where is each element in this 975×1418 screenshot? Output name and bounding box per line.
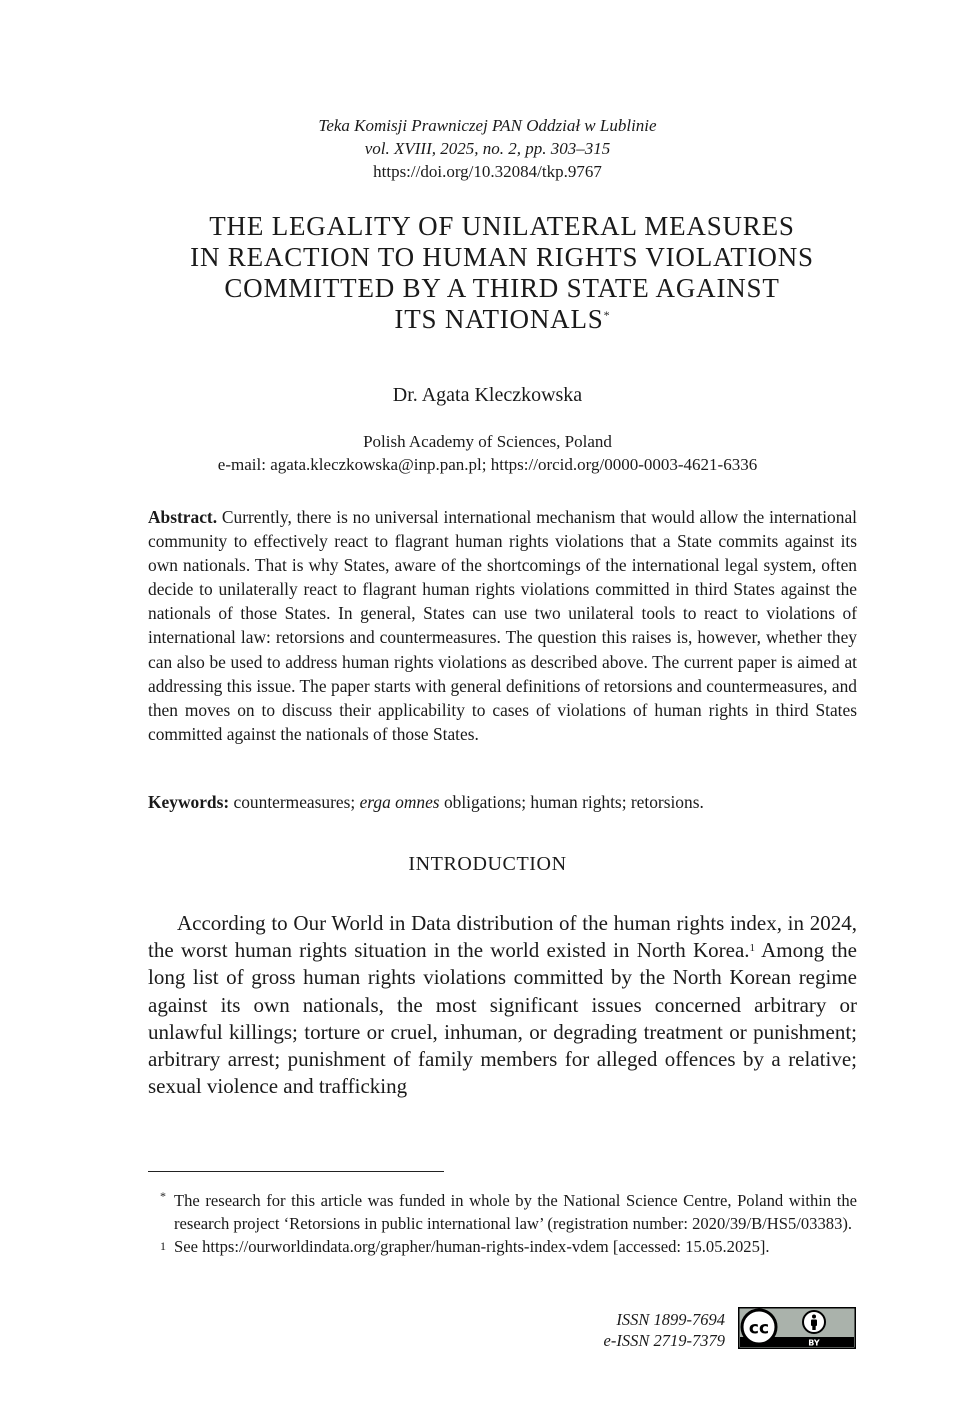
author-contact[interactable]: e-mail: agata.kleczkowska@inp.pan.pl; https://orcid.org/0000-0003-4621-6336 <box>217 455 758 474</box>
keywords-before: countermeasures; <box>233 792 356 812</box>
footnote-ref[interactable]: 1 <box>749 942 756 955</box>
footnote-mark: 1 <box>160 1239 166 1254</box>
cc-label: cc <box>748 1318 770 1339</box>
keywords-label: Keywords: <box>148 792 230 812</box>
footnote-item <box>148 1189 857 1235</box>
issn-online: e-ISSN 2719-7379 <box>603 1331 725 1350</box>
body-paragraph <box>148 910 857 1100</box>
paragraph-start: According to Our World in Data distribution of the human rights index, in 2024, the worst human rights situation in the world existed in North Korea. <box>148 911 857 963</box>
journal-doi-link[interactable]: https://doi.org/10.32084/tkp.9767 <box>373 162 602 181</box>
author-affiliation: Polish Academy of Sciences, Poland <box>363 432 612 451</box>
journal-header <box>0 114 975 183</box>
title-line-last <box>100 304 904 335</box>
footnotes <box>148 1189 857 1259</box>
cc-by-license-icon[interactable] <box>738 1307 856 1349</box>
author-name: Dr. Agata Kleczkowska <box>392 384 583 406</box>
abstract-text: Currently, there is no universal international mechanism that would allow the international community to effectively react to flagrant human rights violations that a State commits against its own nationals. That is why States, aware of the shortcomings of the international legal system, often decide to unilaterally react to flagrant human rights violations committed in third States against the nationals of those States. In general, States can use two unilateral tools to react to violations of international law: retorsions and countermeasures. The question this raises is, however, whether they can also be used to address human rights violations as described above. The current paper is aimed at addressing this issue. The paper starts with general definitions of retorsions and countermeasures, and then moves on to discuss their applicability to cases of violations of human rights in third States committed against the nationals of those States. <box>148 507 857 744</box>
issn-block <box>560 1309 725 1351</box>
paragraph-end: Among the long list of gross human rights violations committed by the North Korean regime against its own nationals, the most significant issues concerned arbitrary or unlawful killings; torture or cruel, inhuman, or degrading treatment or punishment; arbitrary arrest; punishment of family members for alleged offences by a relative; sexual violence and trafficking <box>148 938 857 1099</box>
article-title <box>100 211 904 335</box>
title-line: COMMITTED BY A THIRD STATE AGAINST <box>224 273 780 303</box>
keywords-italic: erga omnes <box>359 792 440 812</box>
author-affiliation-block <box>0 430 975 476</box>
journal-volume: vol. XVIII, 2025, no. 2, pp. 303–315 <box>364 139 611 158</box>
issn-print: ISSN 1899-7694 <box>616 1310 725 1329</box>
footnote-item <box>148 1235 857 1258</box>
title-footnote-marker[interactable]: * <box>603 308 610 322</box>
by-label: BY <box>808 1338 820 1348</box>
footnote-text: The research for this article was funded in whole by the National Science Centre, Poland within the research project ‘Retorsions in public international law’ (registration number: 2020/39/B/HS5/03383). <box>174 1191 857 1234</box>
title-line: IN REACTION TO HUMAN RIGHTS VIOLATIONS <box>190 242 814 272</box>
abstract <box>148 505 857 746</box>
footnote-divider <box>148 1171 444 1172</box>
journal-name: Teka Komisji Prawniczej PAN Oddział w Lublinie <box>318 116 657 135</box>
footnote-text[interactable]: See https://ourworldindata.org/grapher/human-rights-index-vdem [accessed: 15.05.2025]. <box>174 1237 770 1257</box>
section-heading: INTRODUCTION <box>408 853 567 875</box>
keywords-after: obligations; human rights; retorsions. <box>443 792 704 812</box>
title-line: THE LEGALITY OF UNILATERAL MEASURES <box>209 211 795 241</box>
keywords <box>148 790 857 814</box>
attribution-legs <box>812 1325 815 1330</box>
title-line-text: ITS NATIONALS <box>394 304 604 334</box>
attribution-head <box>812 1315 816 1319</box>
abstract-label: Abstract. <box>148 507 218 527</box>
footnote-mark: * <box>160 1189 166 1203</box>
